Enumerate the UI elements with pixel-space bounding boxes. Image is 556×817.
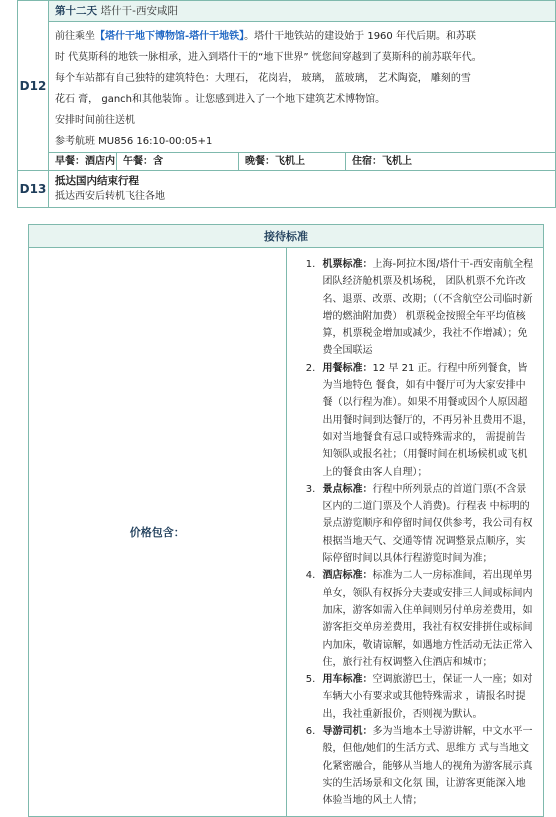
term-hotel [319,567,536,671]
term-label: 导游司机： [322,726,373,738]
term-text: 标准为二人一房标准间，若出现单男单女，领队有权拆分夫妻或安排三人间或标间内加床，游客如需入住单间则另付单房差费用，如游客拒交单房差费用，我社有权安排拼住或标间内加床，敬请谅解，如遇地方性活动无法正常入住，旅行社有权调整入住酒店和城市； [322,570,533,668]
terms-list [287,248,544,816]
term-text: 12 早 21 正。行程中所列餐食，皆为当地特色 餐食，如有中餐厅可为大家安排中餐（以行程为准）。如果不用餐或因个人原因超 出用餐时间到达餐厅的，不再另补且费用不退，如对当地餐食有忌口或特殊需求的， 需提前告知领队或报名社；（用餐时间在机场候机或飞机上的餐食由客人自理）； [322,362,533,478]
itinerary-table [17,0,556,208]
day12-line-1 [49,22,555,47]
term-sights [319,481,536,567]
day12-meals-row [49,153,556,171]
term-text: 上海-阿拉木图/塔什干-西安南航全程团队经济舱机票及机场税， 团队机票不允许改名、退票、改票、改期；（（不含航空公司临时新增的燃油附加费） 机票税金按照全年平均值核算，机票税金增加或减少，我社不作增减）；免费全国联运 [322,259,534,357]
term-label: 用车标准： [322,674,373,686]
day12-line-3: 每个车站都有自己独特的建筑特色：大理石， 花岗岩， 玻璃， 蓝玻璃， 艺术陶瓷， 雕刻的雪 [55,73,471,84]
day12-line-4: 花石 膏， ganch和其他装饰 。让您感到进入了一个地下建筑艺术博物馆。 [55,94,386,105]
day12-body [49,22,556,153]
term-text: 空调旅游巴士，保证一人一座；如对车辆大小有要求或其他特殊需求 ，请报名时提出，我社重新报价，否则视为默认。 [322,674,533,720]
day12-line1-pre: 前往乘坐 [55,31,95,42]
meal-lunch: 午餐：含 [117,153,239,170]
term-vehicle [319,671,536,723]
meal-breakfast: 早餐：酒店内 [49,153,117,170]
day12-line-5: 安排时间前往送机 [55,115,135,126]
standards-table [28,224,544,817]
price-includes-label: 价格包含： [29,248,287,817]
day13-subtitle: 抵达西安后转机飞往各地 [55,191,165,202]
price-includes-content [286,248,544,817]
day12-line1-highlight: 【塔什干地下博物馆-塔什干地铁】 [95,31,245,42]
day12-line-2: 时 代莫斯科的地铁一脉相承，进入到塔什干的“地下世界” 恍您间穿越到了莫斯科的前苏联年代。 [55,52,482,63]
term-flight [319,256,536,360]
meal-dinner: 晚餐：飞机上 [239,153,346,170]
term-label: 用餐标准： [322,362,373,374]
day-code-d12: D12 [18,1,49,171]
accommodation: 住宿：飞机上 [352,156,412,167]
term-meals [319,360,536,481]
term-text: 行程中所列景点的首道门票(不含景区内的二道门票及个人消费)。行程表 中标明的景点游览顺序和停留时间仅供参考，我公司有权根据当地天气、交通等情 况调整景点顺序，实际停留时间以具体行程游览时间为准； [322,483,533,565]
term-guide [319,723,536,809]
day12-header [49,1,556,22]
term-label: 酒店标准： [322,570,373,582]
day12-header-route: 塔什干-西安咸阳 [100,5,178,17]
term-label: 景点标准： [322,483,373,495]
term-text: 多为当地本土导游讲解，中文水平一般，但他/她们的生活方式、思维方 式与当地文化紧密融合，能够从当地人的视角为游客展示真实的生活场景和文化氛 围，让游客更能深入地体验当地的风土人情； [322,726,533,807]
day12-line-6: 参考航班 MU856 16:10-00:05+1 [55,136,213,147]
day13-title: 抵达国内结束行程 [55,175,139,187]
day13-body [49,171,556,208]
day12-header-day: 第十二天 [55,5,97,17]
term-label: 机票标准： [322,259,373,270]
day12-line1-post: 。塔什干地铁站的建设始于 1960 年代后期。和苏联 [244,31,476,42]
standards-title: 接待标准 [29,225,544,248]
day-code-d13: D13 [18,171,49,208]
